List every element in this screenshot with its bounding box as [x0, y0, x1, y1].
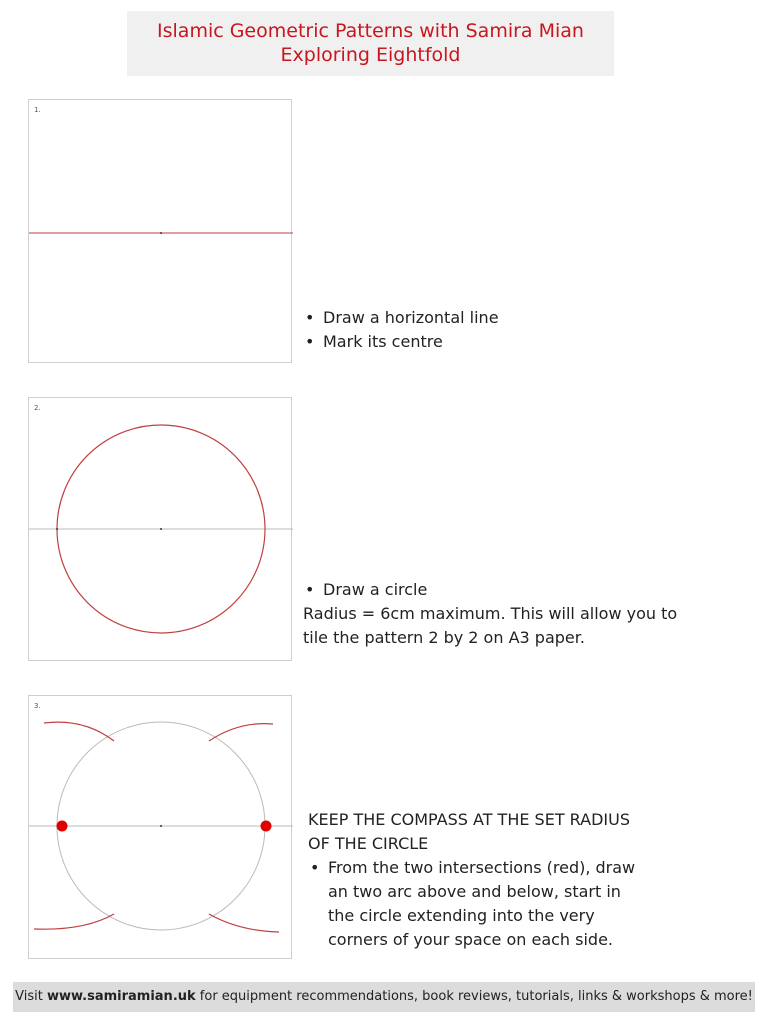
step-3-bullet-line: an two arc above and below, start in — [328, 882, 621, 901]
step-2-instructions — [303, 578, 677, 650]
step-1-bullet: • Draw a horizontal line — [303, 306, 499, 330]
step-1-diagram — [28, 99, 292, 363]
arc-top-right — [209, 724, 273, 741]
intersection-mark — [56, 528, 58, 530]
step-3-drawing — [29, 696, 293, 960]
step-2-drawing — [29, 398, 293, 662]
intersection-point-right — [261, 821, 272, 832]
centre-mark — [160, 232, 162, 234]
footer-text: for equipment recommendations, book reviews, tutorials, links & workshops & more! — [199, 989, 753, 1004]
step-3-bullet-line: the circle extending into the very — [328, 906, 595, 925]
footer-banner — [13, 982, 755, 1012]
step-3-instructions — [308, 808, 635, 952]
step-3-bullet — [308, 856, 635, 952]
footer-visit: Visit — [15, 989, 43, 1004]
page-subtitle: Exploring Eightfold — [280, 44, 461, 66]
title-banner — [127, 11, 614, 76]
arc-bottom-right — [209, 914, 279, 932]
step-3-bullet-line: From the two intersections (red), draw — [328, 858, 636, 877]
intersection-point-left — [57, 821, 68, 832]
step-3-number: 3. — [34, 702, 41, 710]
arc-top-left — [44, 722, 114, 741]
step-2-note-line: tile the pattern 2 by 2 on A3 paper. — [303, 628, 585, 647]
step-3-caps-line: OF THE CIRCLE — [308, 834, 429, 853]
page-title: Islamic Geometric Patterns with Samira Mian — [157, 20, 584, 42]
step-2-number: 2. — [34, 404, 41, 412]
centre-mark — [160, 528, 162, 530]
step-2-note-line: Radius = 6cm maximum. This will allow you to — [303, 604, 678, 623]
step-3-bullet-line: corners of your space on each side. — [328, 930, 614, 949]
step-1-number: 1. — [34, 106, 41, 114]
step-3-caps-line: KEEP THE COMPASS AT THE SET RADIUS — [308, 810, 630, 829]
step-2-diagram — [28, 397, 292, 661]
step-3-diagram — [28, 695, 292, 959]
footer-website-link[interactable]: www.samiramian.uk — [46, 989, 196, 1004]
step-2-bullet: • Draw a circle — [303, 578, 677, 602]
centre-mark — [160, 825, 162, 827]
arc-bottom-left — [34, 914, 114, 929]
step-1-instructions — [303, 306, 499, 354]
step-1-bullet: • Mark its centre — [303, 330, 499, 354]
step-1-drawing — [29, 100, 293, 364]
